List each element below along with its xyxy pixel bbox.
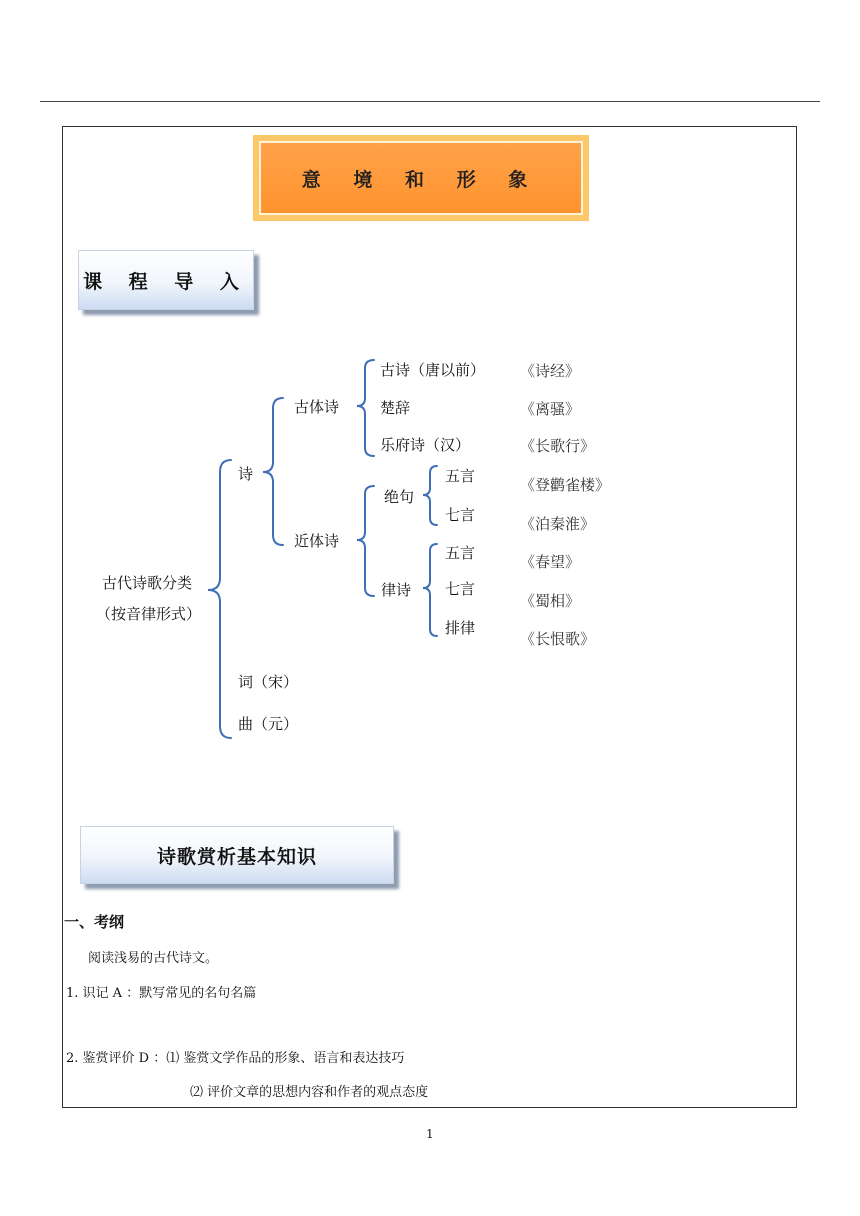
work-title: 《春望》 bbox=[520, 553, 581, 571]
brace-jueju bbox=[423, 466, 437, 525]
guti-item: 楚辞 bbox=[380, 399, 411, 417]
brace-lvshi bbox=[423, 544, 437, 636]
brace-shi bbox=[263, 398, 283, 545]
node-guti: 古体诗 bbox=[294, 398, 340, 416]
lvshi-item: 五言 bbox=[445, 544, 476, 562]
node-jueju: 绝句 bbox=[384, 488, 415, 506]
brace-jinti bbox=[357, 486, 374, 596]
outline-item-2-sub: ⑵ 评价文章的思想内容和作者的观点态度 bbox=[190, 1085, 429, 1100]
lvshi-item: 排律 bbox=[445, 619, 476, 637]
brace-guti bbox=[357, 360, 374, 456]
outline-heading: 一、考纲 bbox=[64, 913, 125, 931]
node-lvshi: 律诗 bbox=[381, 581, 412, 599]
root-sublabel: （按音律形式） bbox=[96, 605, 202, 623]
work-title: 《蜀相》 bbox=[520, 592, 581, 610]
outline-intro: 阅读浅易的古代诗文。 bbox=[88, 951, 219, 966]
work-title: 《登鹳雀楼》 bbox=[520, 476, 611, 494]
guti-item: 古诗（唐以前） bbox=[380, 361, 486, 379]
node-jinti: 近体诗 bbox=[294, 532, 340, 550]
outline-item-1: 1. 识记 A ：默写常见的名句名篇 bbox=[66, 986, 257, 1001]
work-title: 《诗经》 bbox=[520, 362, 581, 380]
lvshi-item: 七言 bbox=[445, 580, 476, 598]
node-shi: 诗 bbox=[238, 465, 254, 483]
outline-item-2: 2. 鉴赏评价 D ：⑴ 鉴赏文学作品的形象、语言和表达技巧 bbox=[66, 1051, 405, 1066]
page-number: 1 bbox=[426, 1127, 434, 1141]
brace-root bbox=[208, 460, 231, 738]
jueju-item: 五言 bbox=[445, 467, 476, 485]
work-title: 《泊秦淮》 bbox=[520, 515, 596, 533]
section-heading-intro: 课 程 导 入 bbox=[78, 250, 254, 310]
node-ci: 词（宋） bbox=[238, 673, 299, 691]
section-heading-basics: 诗歌赏析基本知识 bbox=[80, 826, 394, 884]
jueju-item: 七言 bbox=[445, 506, 476, 524]
guti-item: 乐府诗（汉） bbox=[380, 436, 471, 454]
work-title: 《离骚》 bbox=[520, 400, 581, 418]
page-title: 意 境 和 形 象 bbox=[259, 141, 583, 215]
work-title: 《长恨歌》 bbox=[520, 630, 596, 648]
node-qu: 曲（元） bbox=[238, 715, 299, 733]
work-title: 《长歌行》 bbox=[520, 437, 596, 455]
root-label: 古代诗歌分类 bbox=[102, 574, 193, 592]
